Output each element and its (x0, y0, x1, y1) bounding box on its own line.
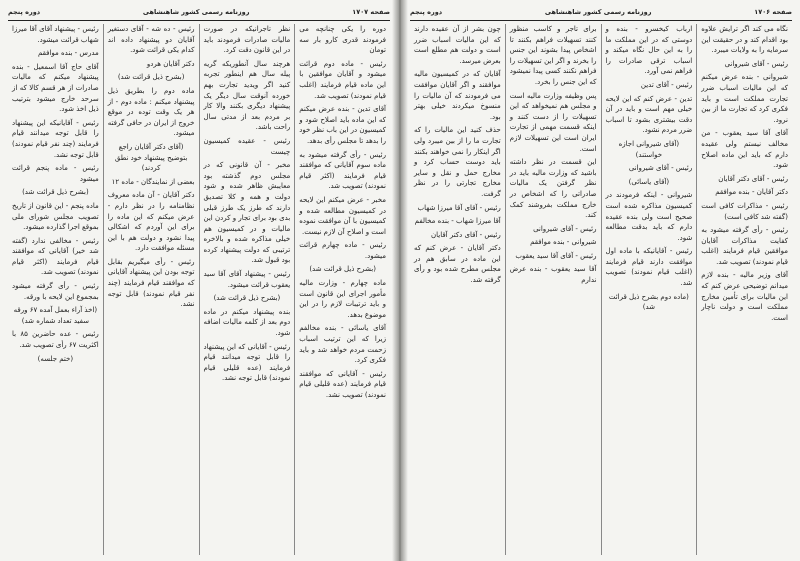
paragraph: بنده پیشنهاد میکنم در ماده دوم بعد از کلمه مالیات اضافه شود. (203, 307, 291, 338)
paragraph: مدرس - بنده موافقم (37, 49, 99, 58)
paragraph: شیروانی - بنده موافقم (530, 238, 597, 247)
paragraph: آقای آقا سید یعقوب - من مخالف نیستم ولی عقیده دارم که باید این ماده اصلاح شود. (701, 129, 788, 170)
paragraph: رئیس - آقایانی که این پیشنهاد را قابل توجه میدانند قیام فرمایند (عده قلیلی قیام نمودند) قابل توجه نشد. (203, 342, 291, 383)
paragraph: شیروانی - اینکه فرمودند در کمیسیون مذاکره شده است صحیح است ولی بنده عقیده دارم که باید بدقت مطالعه شود. (605, 191, 693, 242)
paragraph: (اخذ آراء بعمل آمده ۶۷ ورقه سفید تعداد شماره شد) (13, 306, 98, 325)
paragraph: این قسمت در نظر داشته باشید که وزارت مالیه باید در نظر گرفتن یک مالیات صادراتی را که اشخاص در خارج مملکت بفروشند کمک کند. (509, 158, 597, 220)
paragraph: (آقای دکتر آقایان راجع بتوضیح پیشنهاد خود نطق کردند) (114, 142, 188, 173)
paragraph: رئیس - مذاکرات کافی است (گفته شد کافی است) (701, 201, 788, 221)
paragraph: رئیس - آقایانی که موافقند قیام فرمایند (عده قلیلی قیام نمودند) تصویب نشد. (299, 369, 386, 399)
paragraph: رئیس - ماده پنجم قرائت میشود (12, 164, 99, 183)
text-column (103, 24, 199, 555)
text-column (8, 24, 103, 555)
paragraph: رئیس - ده شه - آقای دستغیر آقایان دو پیشنهاد داده اند کدام یکی قرائت شود. (107, 25, 195, 55)
paragraph: ارباب کیخسرو - بنده و دوستی که در این مملکت ما را به این حال نگاه میکند و اسباب ترقی صادرات را فراهم نمی آورد. (605, 25, 693, 76)
paragraph: نگاه می کند اگر ترایش علاوه بود اقدام کند و در حقیقت این سرمایه را به ولایات میبرد. (701, 25, 788, 55)
paragraph: رئیس - آقای آقا میرزا شهاب (417, 203, 501, 212)
paragraph: (ماده دوم بشرح ذیل قرائت شد) (608, 292, 689, 312)
page-number: صفحه ۱۷۰۷ (352, 8, 390, 16)
paragraph: رئیس - آقای شیروانی (724, 59, 788, 68)
paragraph: ماده پنجم - این قانون از تاریخ تصویب مجلس شورای ملی بموقع اجرا گذارده میشود. (12, 201, 99, 232)
paragraph: دکتر آقایان - بنده موافقم (715, 188, 788, 197)
paragraph: رئیس - آقایانیکه با ماده اول موافقت دارند قیام فرمایند (اغلب قیام نمودند) تصویب شد. (605, 247, 693, 288)
paragraph: (بشرح ذیل قرائت شد) (309, 265, 376, 274)
text-column (199, 24, 295, 555)
paragraph: رئیس - آقای تدین (640, 80, 693, 89)
paragraph: (بشرح ذیل قرائت شد) (22, 188, 89, 197)
paragraph: ماده چهارم - وزارت مالیه مأمور اجرای این قانون است و باید ترتیبات لازم را در این موضوع بدهد. (299, 279, 386, 319)
paragraph: (آقای شیروانی اجازه خواستند) (618, 139, 680, 159)
paragraph: شیروانی - بنده عرض میکنم که این مالیات اسباب ضرر تجارت مملکت است و باید فکری کرد که تجارت ما از بین نرود. (701, 73, 788, 124)
paragraph: (ختم جلسه) (37, 354, 74, 363)
paragraph: دوره را یکی چنانچه می فرمودند قدری کارو بار سه تومان (299, 25, 386, 55)
paragraph: مخبر - عرض میکنم این لایحه در کمیسیون مطالعه شده و کمیسیون با آن موافقت نموده است و اصلاح آن لازم نیست. (299, 195, 386, 236)
paragraph: حذف کنید این مالیات را که تجارت ما را از بین میبرد ولی اگر اینکار را نمی خواهند بکنند باید دوست حساب کرد و مخارج حمل و نقل و سایر مخارج تجارتی را در نظر گرفت. (414, 126, 501, 198)
paragraph: رئیس - آقای دکتر آقایان (430, 230, 501, 239)
paragraph: پس وظیفه وزارت مالیه است و مجلس هم نمیخواهد که این تسهیلات را از دست کنند و اینکه قسمت مهمی از تجارت ایران است این تسهیلات لازم است. (509, 91, 597, 153)
paragraph: رئیس - عقیده کمیسیون چیست (203, 136, 291, 156)
paragraph: رئیس - مخالفی ندارد (گفته شد خیر) آقایانی که موافقند قیام فرمایند (اکثر قیام نمودند) تصویب شد. (12, 236, 99, 277)
paragraph: (بشرح ذیل قرائت شد) (117, 73, 185, 82)
left-page (0, 0, 398, 561)
left-page-columns (8, 24, 390, 555)
paragraph: دکتر آقایان - آن ماده معروف نظامنامه را در نظر دارم - عرض میکنم که این ماده را برای این آوردم که اشکالی پیدا نشود و دولت هم با این مسئله موافقت دارد. (107, 191, 195, 253)
book-gutter (392, 0, 408, 561)
paragraph: ماده دوم را بطریق ذیل پیشنهاد میکنم : ماده دوم - از هر یک وقت توده در موقع خروج از ایران در حافی گرفته میشود. (107, 86, 195, 138)
paragraph: رئیس - رأی گرفته میشود به ماده سوم آقایانی که موافقند قیام فرمایند (اکثر قیام نمودند) تصویب شد. (299, 150, 386, 191)
text-column (696, 24, 792, 555)
paragraph: برای تاجر و کاسب منظور کنند تسهیلات فراهم بکنند تا اشخاص پیدا بشوند این جنس را بخرند و اگر این تسهیلات را فراهم نکنند کسی پیدا نمیشود که این جنس را بخرد. (509, 25, 597, 86)
page-number: صفحه ۱۷۰۶ (754, 8, 792, 16)
paragraph: رئیس - رأی میگیریم بقابل توجه بودن این پیشنهاد آقایانی که موافقند قیام فرمایند (چند نفر قیام نمودند) قابل توجه نشد. (107, 257, 195, 309)
paragraph: مخبر - آن قانونی که در مجلس دوم گذشته بود معایبش ظاهر شده و شود دولت و همه و کلا تصدیق دارند که طرز یک طرز قبلی بدی بود برای تجار و کردن این مالیات و در کمیسیون هم خیلی مذاکره شده و بالاخره ترتیبی که دولت پیشنهاد کرده بود قبول شد. (203, 161, 291, 265)
paragraph: آقا میرزا شهاب - بنده مخالفم (414, 217, 501, 226)
paragraph: بعضی از نمایندگان - ماده ۱۲ (111, 177, 195, 186)
paragraph: رئیس - رأی گرفته میشود بمجموع این لایحه با ورقه. (12, 282, 99, 301)
right-page (402, 0, 800, 561)
paragraph: دکتر آقایان هردو (146, 59, 195, 68)
paragraph: آقای حاج آقا اسمعیل - بنده پیشنهاد میکنم که مالیات صادرات از هر قسم کالا که از سرحد خارج میشود بترتیب ذیل اخذ شود. (12, 62, 99, 114)
paragraph: دکتر آقایان - عرض کنم که این ماده در سابق هم در مجلس مطرح شده بود و رأی گرفته شد. (414, 244, 501, 285)
paragraph: هرچند سال آنطوریکه گریه پیله سال هم اینطور تجربه کنید اگر ویدید تجارت بهم خورده آنوقت سال دیگر یک پیشنهاد دیگری بکنند والا کار بر مردم بعد از مدتی سال راحت باشد. (203, 59, 291, 132)
paragraph: رئیس - ماده دوم قرائت میشود و آقایان موافقین با این ماده قیام فرمایند (اغلب قیام نمودند) تصویب شد. (299, 59, 386, 100)
paragraph: آقایان که در کمیسیون مالیه موافقند و اگر آقایان موافقت می فرمودند که آن مالیات را منسوخ میکردند خیلی بهتر بود. (414, 70, 501, 121)
text-column (505, 24, 601, 555)
paragraph: (بشرح ذیل قرائت شد) (213, 294, 281, 303)
paragraph: رئیس - آقایانیکه این پیشنهاد را قابل توجه میدانند قیام فرمایند (چند نفر قیام نمودند) قابل توجه نشد. (12, 118, 99, 159)
newspaper-title: روزنامه رسمی کشور شاهنشاهی (544, 8, 652, 16)
paragraph: رئیس - آقای شیروانی (533, 224, 597, 233)
paragraph: (آقای یاسائی) (628, 177, 670, 186)
paragraph: آقای یاسائی - بنده مخالفم زیرا که این ترتیب اسباب زحمت مردم خواهد شد و باید فکری کرد. (299, 324, 386, 365)
paragraph: نظر تاجرانیکه در صورت مالیات صادرات فرمودند باید در این قانون دقت کرد. (203, 25, 291, 55)
right-page-columns (410, 24, 792, 555)
paragraph: رئیس - پیشنهاد آقای آقا سید یعقوب قرائت میشود. (203, 270, 291, 289)
paragraph: رئیس - پیشنهاد آقای آقا میرزا شهاب قرائت میشود. (12, 25, 99, 44)
paragraph: رئیس - عده حاضرین ۸۵ با اکثریت ۶۷ رأی تصویب شد. (12, 330, 99, 350)
paragraph: آقای وزیر مالیه - بنده لازم میدانم توضیحی عرض کنم که این مالیات برای تأمین مخارج مملکت است و دولت ناچار است. (701, 271, 788, 322)
newspaper-title: روزنامه رسمی کشور شاهنشاهی (142, 8, 250, 16)
text-column (410, 24, 505, 555)
paragraph: رئیس - رأی گرفته میشود به کفایت مذاکرات آقایان موافقین قیام فرمایند (اغلب قیام نمودند) تصویب شد. (701, 226, 788, 266)
paragraph: رئیس - آقای آقا سید یعقوب (515, 251, 597, 260)
paragraph: آقا سید یعقوب - بنده عرض ندارم (509, 265, 597, 285)
header-rule (410, 20, 792, 21)
paragraph: رئیس - ماده چهارم قرائت میشود. (299, 241, 386, 260)
header-rule (8, 20, 390, 21)
paragraph: آقای تدین - بنده عرض میکنم که این ماده باید اصلاح شود و کمیسیون در این باب نظر خود را بدهد تا مجلس رأی بدهد. (299, 105, 386, 145)
right-page-header (410, 6, 792, 18)
volume-label: دوره پنجم (8, 8, 41, 16)
paragraph: تدین - عرض کنم که این لایحه خیلی مهم است و باید در آن دقت بیشتری بشود تا اسباب ضرر مردم نشود. (605, 94, 693, 135)
left-page-header (8, 6, 390, 18)
text-column (294, 24, 390, 555)
paragraph: رئیس - آقای شیروانی (628, 164, 693, 173)
volume-label: دوره پنجم (410, 8, 443, 16)
text-column (601, 24, 697, 555)
paragraph: رئیس - آقای دکتر آقایان (718, 174, 788, 183)
paragraph: چون بشر از آن عقیده دارند که این مالیات اسباب ضرر است و دولت هم مطلع است بعرض میرسد. (414, 25, 501, 65)
